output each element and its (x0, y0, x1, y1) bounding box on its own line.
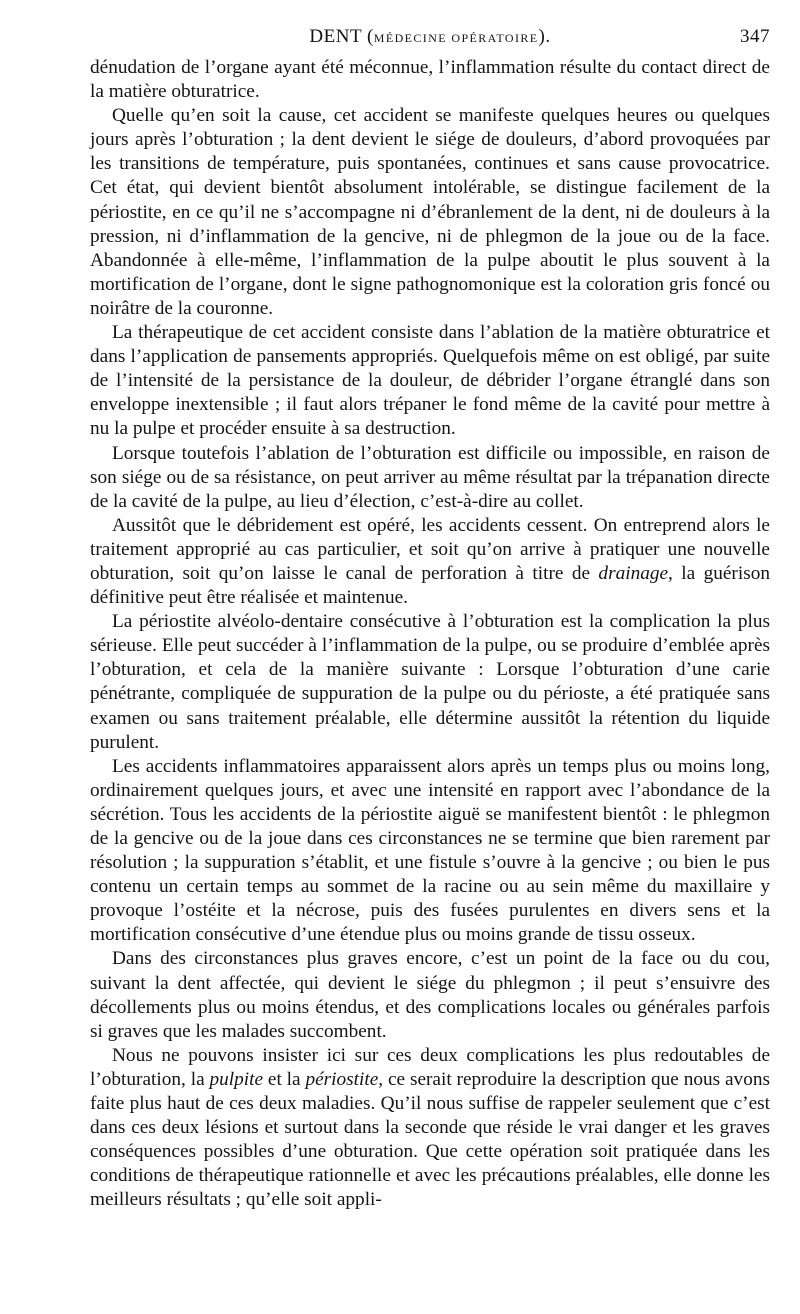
paragraph-complications (90, 1044, 770, 1213)
book-page (90, 26, 770, 1213)
paragraph-drainage-text-before: Aussitôt que le débridement est opéré, les accidents cessent. On entreprend alors le traitement approprié au cas particulier, et soit qu’on arrive à pratiquer une nouvelle obturation, soit qu’on laisse le canal de perforation à titre de (90, 514, 770, 584)
running-title (90, 26, 770, 48)
paragraph-continuation: dénudation de l’organe ayant été méconnue, l’inflammation résulte du contact direct de la matière obturatrice. (90, 57, 770, 103)
page-number: 347 (740, 26, 770, 47)
paragraph-trepanation: Lorsque toutefois l’ablation de l’obturation est difficile ou impossible, en raison de son siége ou de sa résistance, on peut arriver au même résultat par la trépanation directe de la cavité de la pulpe, au lieu d’élection, c’est-à-dire au collet. (90, 442, 770, 512)
paragraph-complications-text-a: Nous ne pouvons insister ici sur ces deux complications les plus redoutables de l’obturation, la (90, 1044, 770, 1090)
running-header (90, 26, 770, 56)
running-title-subtitle: MÉDECINE OPÉRATOIRE (373, 31, 539, 45)
paragraph-drainage (90, 514, 770, 610)
running-title-main: DENT ( (309, 26, 374, 47)
paragraph-pulpitis-symptoms: Quelle qu’en soit la cause, cet accident se manifeste quelques heures ou quelques jours après l’obturation ; la dent devient le siége de douleurs, d’abord provoquées par les transitions de température, puis spontanées, continues et sans cause provocatrice. Cet état, qui devient bientôt absolument intolérable, se distingue facilement de la périostite, en ce qu’il ne s’accompagne ni d’ébranlement de la dent, ni de douleurs à la pression, ni d’inflammation de la gencive, ni de phlegmon de la joue ou de la face. Abandonnée à elle-même, l’inflammation de la pulpe aboutit le plus souvent à la mortification de l’organe, dont le signe pathognomonique est la coloration gris foncé ou noirâtre de la couronne. (90, 105, 770, 319)
paragraph-periostitis: La périostite alvéolo-dentaire consécutive à l’obturation est la complication la plus sérieuse. Elle peut succéder à l’inflammation de la pulpe, ou se produire d’emblée après l’obturation, et cela de la manière suivante : Lorsque l’obturation d’une carie pénétrante, compliquée de suppuration de la pulpe ou du périoste, a été pratiquée sans examen ou sans traitement préalable, elle détermine aussitôt la rétention du liquide purulent. (90, 611, 770, 753)
paragraph-complications-text-b: et la (263, 1068, 306, 1090)
paragraph-inflammatory-accidents: Les accidents inflammatoires apparaissent alors après un temps plus ou moins long, ordinairement quelques jours, et avec une intensité en rapport avec l’abondance de la sécrétion. Tous les accidents de la périostite aiguë se manifestent bientôt : le phlegmon de la gencive ou de la joue dans ces circonstances ne se termine que bien rarement par résolution ; la suppuration s’établit, et une fistule s’ouvre à la gencive ; ou bien le pus contenu un certain temps au sommet de la racine ou au sein même du maxillaire y provoque l’ostéite et la nécrose, puis des fusées purulentes en divers sens et la mortification consécutive d’une étendue plus ou moins grande de tissu osseux. (90, 755, 770, 946)
running-title-close: ). (538, 26, 551, 47)
paragraph-complications-italic-pulpite: pulpite (209, 1068, 264, 1090)
paragraph-complications-text-c: , ce serait reproduire la description que nous avons faite plus haut de ces deux maladies. Qu’il nous suffise de rappeler seulement que c’est dans ces deux lésions et surtout dans la seconde que réside le vrai danger et les graves conséquences possibles d’une obturation. Que cette opération soit pratiquée dans les conditions de thérapeutique rationnelle et avec les précautions préalables, elle donne les meilleurs résultats ; qu’elle soit appli- (90, 1068, 770, 1211)
paragraph-drainage-italic: drainage (598, 562, 669, 584)
paragraph-grave-circumstances: Dans des circonstances plus graves encore, c’est un point de la face ou du cou, suivant la dent affectée, qui devient le siége du phlegmon ; il peut s’ensuivre des décollements plus ou moins étendus, et des complications locales ou générales parfois si graves que les malades succombent. (90, 948, 770, 1042)
paragraph-complications-italic-periostite: périostite (305, 1068, 379, 1090)
body-text (90, 56, 770, 1213)
paragraph-drainage-text-after: , la guérison définitive peut être réalisée et maintenue. (90, 562, 770, 609)
paragraph-therapeutics: La thérapeutique de cet accident consiste dans l’ablation de la matière obturatrice et dans l’application de pansements appropriés. Quelquefois même on est obligé, par suite de l’intensité de la persistance de la douleur, de débrider l’organe étranglé dans son enveloppe inextensible ; il faut alors trépaner le fond même de la cavité pour mettre à nu la pulpe et procéder ensuite à sa destruction. (90, 322, 770, 440)
